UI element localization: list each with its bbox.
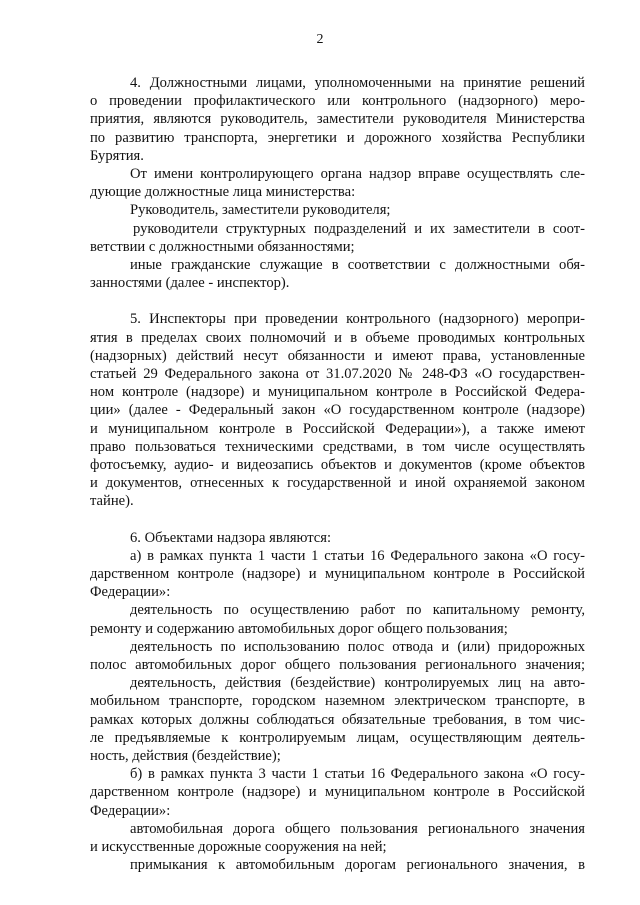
text-line: тайне).: [90, 493, 134, 510]
text-line: ность, действия (бездействие);: [90, 747, 281, 764]
text-line: ветствии с должностными обязанностями;: [90, 238, 355, 255]
text-line: а) в рамках пункта 1 части 1 статьи 16 Федерального закона «О госу-: [130, 547, 585, 564]
text-line: и искусственные дорожные сооружения на ней;: [90, 838, 387, 855]
page-number: 2: [316, 32, 324, 47]
text-line: и муниципальном контроле в Российской Федерации»), а также имеют: [90, 420, 585, 437]
text-line: полос автомобильных дорог общего пользования регионального значения;: [90, 657, 585, 673]
text-line: деятельность, действия (бездействие) контролируемых лиц на авто-: [130, 675, 585, 692]
paragraph-gap: [90, 511, 585, 529]
text-line: и документов, отнесенных к государственной и иной охраняемой законом: [90, 475, 585, 492]
text-line: статьей 29 Федерального закона от 31.07.2020 № 248-ФЗ «О государствен-: [90, 366, 585, 382]
paragraph-gap: [90, 292, 585, 310]
text-line: приятия, являются руководитель, заместители руководителя Министерства: [90, 111, 585, 128]
text-line: Бурятия.: [90, 147, 144, 164]
text-line: ремонту и содержанию автомобильных дорог общего пользования;: [90, 620, 508, 637]
text-line: примыкания к автомобильным дорогам регионального значения, в: [130, 857, 585, 874]
text-line: 4. Должностными лицами, уполномоченными на принятие решений: [130, 75, 585, 91]
text-line: право пользоваться техническими средствами, в том числе осуществлять: [90, 438, 585, 455]
text-line: автомобильная дорога общего пользования регионального значения: [130, 820, 585, 837]
text-line: ции» (далее - Федеральный закон «О государственном контроле (надзоре): [90, 402, 585, 419]
text-line: мобильном транспорте, городском наземном электрическом транспорте, в: [90, 693, 585, 710]
text-line: дующие должностные лица министерства:: [90, 184, 356, 201]
text-line: От имени контролирующего органа надзор вправе осуществлять сле-: [130, 165, 585, 182]
text-line: о проведении профилактического или контрольного (надзорного) меро-: [90, 93, 585, 110]
text-line: 5. Инспекторы при проведении контрольного (надзорного) меропри-: [130, 311, 585, 328]
text-line: деятельность по использованию полос отвода и (или) придорожных: [130, 638, 585, 655]
text-line: ле предъявляемые к контролируемым лицам, осуществляющим деятель-: [90, 729, 585, 746]
text-line: ятия в пределах своих полномочий и в объеме проводимых контрольных: [90, 329, 585, 346]
document-body: [90, 74, 585, 874]
text-line: фотосъемку, аудио- и видеозапись объектов и документов (кроме объектов: [90, 456, 585, 473]
text-line: дарственном контроле (надзоре) и муниципальном контроле в Российской: [90, 784, 585, 801]
text-line: по развитию транспорта, энергетики и дорожного хозяйства Республики: [90, 129, 585, 146]
text-line: рамках которых должны соблюдаться обязательные требования, в том чис-: [90, 711, 585, 728]
text-line: 6. Объектами надзора являются:: [130, 529, 332, 546]
text-line: дарственном контроле (надзоре) и муниципальном контроле в Российской: [90, 566, 585, 583]
text-line: ном контроле (надзоре) и муниципальном контроле в Российской Федера-: [90, 384, 585, 401]
text-line: деятельность по осуществлению работ по капитальному ремонту,: [130, 602, 585, 619]
text-line: иные гражданские служащие в соответствии с должностными обя-: [130, 256, 585, 273]
text-line: занностями (далее - инспектор).: [90, 275, 290, 292]
text-line: (надзорных) действий несут обязанности и имеют права, установленные: [90, 347, 585, 364]
text-line: Руководитель, заместители руководителя;: [130, 202, 391, 219]
text-line: Федерации»:: [90, 584, 171, 601]
text-line: б) в рамках пункта 3 части 1 статьи 16 Федерального закона «О госу-: [130, 766, 585, 783]
text-line: руководители структурных подразделений и их заместители в соот-: [133, 220, 585, 237]
text-line: Федерации»:: [90, 802, 171, 819]
